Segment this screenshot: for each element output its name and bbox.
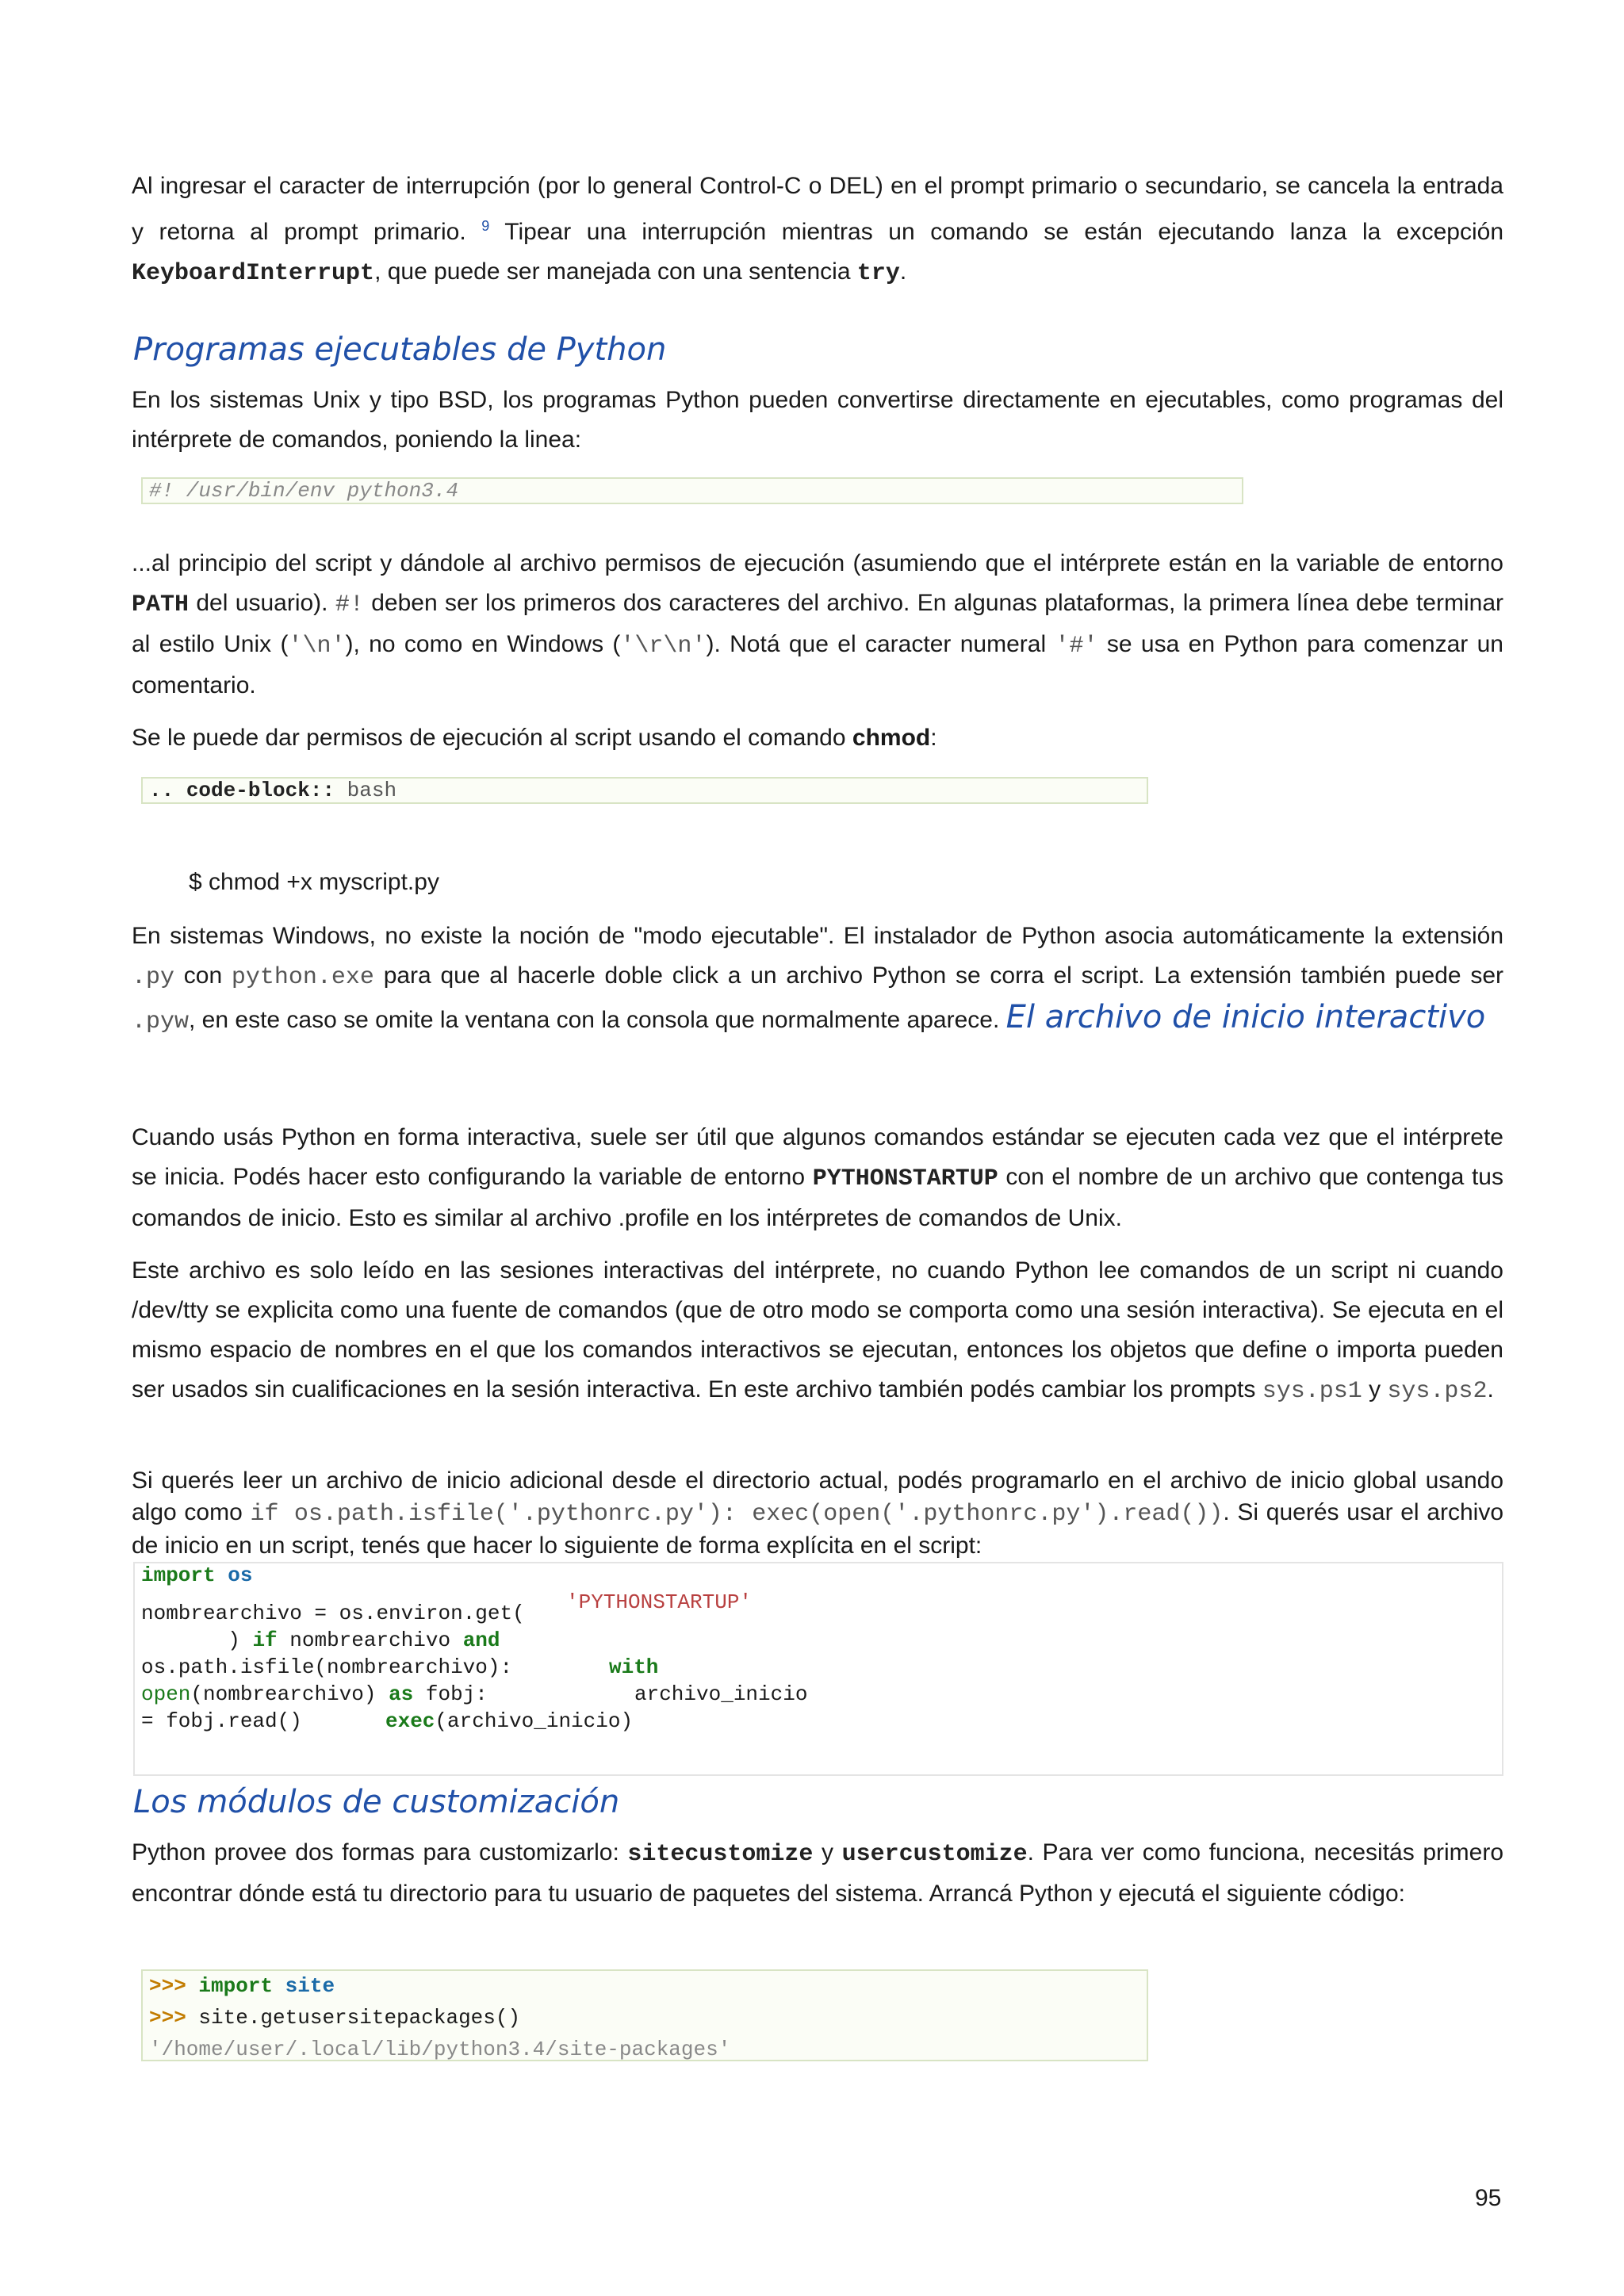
code-token: .. bbox=[149, 779, 186, 802]
code-text: site.getusersitepackages() bbox=[186, 2006, 521, 2030]
code-text: (nombrearchivo) bbox=[190, 1682, 389, 1706]
code-token: bash bbox=[335, 779, 397, 802]
paragraph-chmod bbox=[132, 718, 1503, 758]
footnote-ref[interactable]: 9 bbox=[481, 218, 490, 234]
text: ...al principio del script y dándole al archivo permisos de ejecución (asumiendo que el intérprete están en la variable de entorno bbox=[132, 550, 1503, 576]
code-builtin: open bbox=[141, 1682, 191, 1706]
inline-code: python.exe bbox=[231, 964, 374, 991]
text: con bbox=[174, 962, 232, 989]
code-text: os.path.isfile(nombrearchivo): bbox=[141, 1655, 513, 1679]
paragraph-shebang-explain bbox=[132, 544, 1503, 706]
inline-code: try bbox=[856, 260, 900, 287]
chmod-command-line: $ chmod +x myscript.py bbox=[189, 869, 439, 895]
code-block-directive bbox=[141, 777, 1148, 804]
inline-code: PYTHONSTARTUP bbox=[812, 1165, 998, 1192]
text: Al ingresar el caracter de interrupción (por lo general Control-C o DEL) en el prompt primario o secundario, se cancela la entrada y retorna al prompt primario. bbox=[132, 173, 1503, 245]
code-prompt: >>> bbox=[149, 2006, 186, 2030]
code-line bbox=[141, 1563, 252, 1587]
text: Python provee dos formas para customizarlo: bbox=[132, 1839, 628, 1866]
text: para que al hacerle doble click a un archivo Python se corra el script. La extensión también puede ser bbox=[373, 962, 1503, 989]
inline-code: '#' bbox=[1055, 633, 1098, 660]
text: se usa en Python para comenzar un comentario. bbox=[132, 631, 1503, 698]
code-text: nombrearchivo = os.environ.get( bbox=[141, 1601, 525, 1625]
code-text: nombrearchivo bbox=[277, 1628, 463, 1652]
code-line bbox=[141, 1601, 525, 1625]
inline-code: if os.path.isfile('.pythonrc.py'): exec(open('.pythonrc.py').read()) bbox=[250, 1501, 1224, 1528]
text: ), no como en Windows ( bbox=[345, 631, 621, 657]
text: Se le puede dar permisos de ejecución al script usando el comando bbox=[132, 725, 852, 751]
text: : bbox=[930, 725, 937, 751]
heading-interactive-startup: El archivo de inicio interactivo bbox=[1005, 999, 1486, 1035]
code-token: code-block:: bbox=[186, 779, 335, 802]
code-line bbox=[149, 2006, 520, 2030]
code-line bbox=[141, 1655, 512, 1679]
text: Este archivo es solo leído en las sesiones interactivas del intérprete, no cuando Python lee comandos de un script ni cuando /dev/tty se explicita como una fuente de comandos (que de otro modo se comporta como una sesión interactiva). Se ejecuta en el mismo espacio de nombres en el que los comandos interactivos se ejecutan, entonces los objetos que define o importa pueden ser usados sin cualificaciones en la sesión interactiva. En este archivo también podés cambiar los prompts bbox=[132, 1257, 1503, 1402]
page-number: 95 bbox=[1475, 2185, 1502, 2211]
text: . bbox=[1487, 1376, 1494, 1402]
code-line bbox=[149, 1974, 335, 1998]
inline-code: KeyboardInterrupt bbox=[132, 260, 375, 287]
paragraph-unix: En los sistemas Unix y tipo BSD, los programas Python pueden convertirse directamente en ejecutables, como programas del intérprete de comandos, poniendo la linea: bbox=[132, 387, 1503, 453]
code-line bbox=[141, 1628, 500, 1652]
code-line bbox=[141, 1709, 302, 1733]
text: . bbox=[899, 258, 907, 285]
code-string: 'PYTHONSTARTUP' bbox=[566, 1590, 753, 1614]
text: . Para ver como funciona, necesitás primero encontrar dónde está tu directorio para tu usuario de paquetes del sistema. Arrancá Python y ejecutá el siguiente código: bbox=[132, 1839, 1504, 1907]
inline-code: sitecustomize bbox=[627, 1841, 814, 1868]
code-keyword: as bbox=[389, 1682, 414, 1706]
code-keyword: exec bbox=[385, 1709, 435, 1733]
text: Cuando usás Python en forma interactiva, suele ser útil que algunos comandos estándar se ejecuten cada vez que el intérprete se inicia. Podés hacer esto configurando la variable de entorno bbox=[132, 1124, 1503, 1190]
code-module: site bbox=[273, 1974, 335, 1998]
text: y bbox=[813, 1839, 842, 1866]
inline-code: usercustomize bbox=[841, 1841, 1028, 1868]
code-text: = fobj.read() bbox=[141, 1709, 302, 1733]
text: Si querés leer un archivo de inicio adicional desde el directorio actual, podés programarlo en el archivo de inicio global usando algo como bbox=[132, 1468, 1503, 1525]
text: En sistemas Windows, no existe la noción de "modo ejecutable". El instalador de Python asocia automáticamente la extensión bbox=[132, 923, 1503, 949]
code-keyword: if bbox=[252, 1628, 278, 1652]
code-text: (archivo_inicio) bbox=[435, 1709, 634, 1733]
code-output: '/home/user/.local/lib/python3.4/site-packages' bbox=[149, 2038, 731, 2061]
text: , que puede ser manejada con una sentencia bbox=[374, 258, 857, 285]
code-block-site bbox=[141, 1969, 1148, 2061]
code-text: fobj: bbox=[413, 1682, 488, 1706]
code-block-startup bbox=[133, 1562, 1503, 1776]
text: . Si querés usar el archivo de inicio en un script, tenés que hacer lo siguiente de forma explícita en el script: bbox=[132, 1499, 1504, 1559]
code-line bbox=[149, 779, 396, 802]
paragraph-interrupt bbox=[132, 166, 1503, 293]
text: con el nombre de un archivo que contenga tus comandos de inicio. Esto es similar al archivo .profile en los intérpretes de comandos de Unix. bbox=[132, 1164, 1503, 1231]
code-text: archivo_inicio bbox=[634, 1682, 808, 1706]
paragraph-pythonstartup bbox=[132, 1118, 1503, 1238]
heading-customization-modules: Los módulos de customización bbox=[133, 1784, 620, 1820]
text: ). Notá que el caracter numeral bbox=[706, 631, 1055, 657]
code-keyword: import bbox=[141, 1563, 216, 1587]
code-keyword: with bbox=[609, 1655, 659, 1679]
paragraph-pythonrc bbox=[132, 1465, 1503, 1562]
code-prompt: >>> bbox=[149, 1974, 186, 1998]
inline-code: .pyw bbox=[132, 1008, 190, 1035]
text: deben ser los primeros dos caracteres del archivo. En algunas plataformas, la primera línea debe terminar al estilo Unix ( bbox=[132, 590, 1503, 657]
code-keyword: import bbox=[186, 1974, 274, 1998]
text: del usuario). bbox=[189, 590, 335, 616]
code-block-shebang bbox=[141, 477, 1243, 504]
code-text: ) bbox=[141, 1628, 253, 1652]
text: , en este caso se omite la ventana con la consola que normalmente aparece. bbox=[189, 1007, 1006, 1033]
code-line bbox=[141, 1682, 488, 1706]
code-keyword: and bbox=[462, 1628, 500, 1652]
code-line bbox=[385, 1709, 633, 1733]
inline-code: sys.ps2 bbox=[1387, 1378, 1488, 1405]
inline-code: #! bbox=[335, 591, 364, 618]
paragraph-customize bbox=[132, 1833, 1503, 1914]
code-line: #! /usr/bin/env python3.4 bbox=[149, 479, 459, 503]
heading-executable-programs: Programas ejecutables de Python bbox=[133, 331, 667, 368]
inline-code: sys.ps1 bbox=[1262, 1378, 1362, 1405]
command-name: chmod bbox=[852, 725, 931, 751]
text: Tipear una interrupción mientras un comando se están ejecutando lanza la excepción bbox=[489, 219, 1504, 245]
inline-code: PATH bbox=[132, 591, 190, 618]
text: y bbox=[1362, 1376, 1388, 1402]
inline-code: .py bbox=[132, 964, 175, 991]
paragraph-startup-file bbox=[132, 1251, 1503, 1411]
inline-code: '\n' bbox=[288, 633, 346, 660]
paragraph-windows bbox=[132, 916, 1503, 1042]
code-module: os bbox=[215, 1563, 253, 1587]
inline-code: '\r\n' bbox=[620, 633, 707, 660]
